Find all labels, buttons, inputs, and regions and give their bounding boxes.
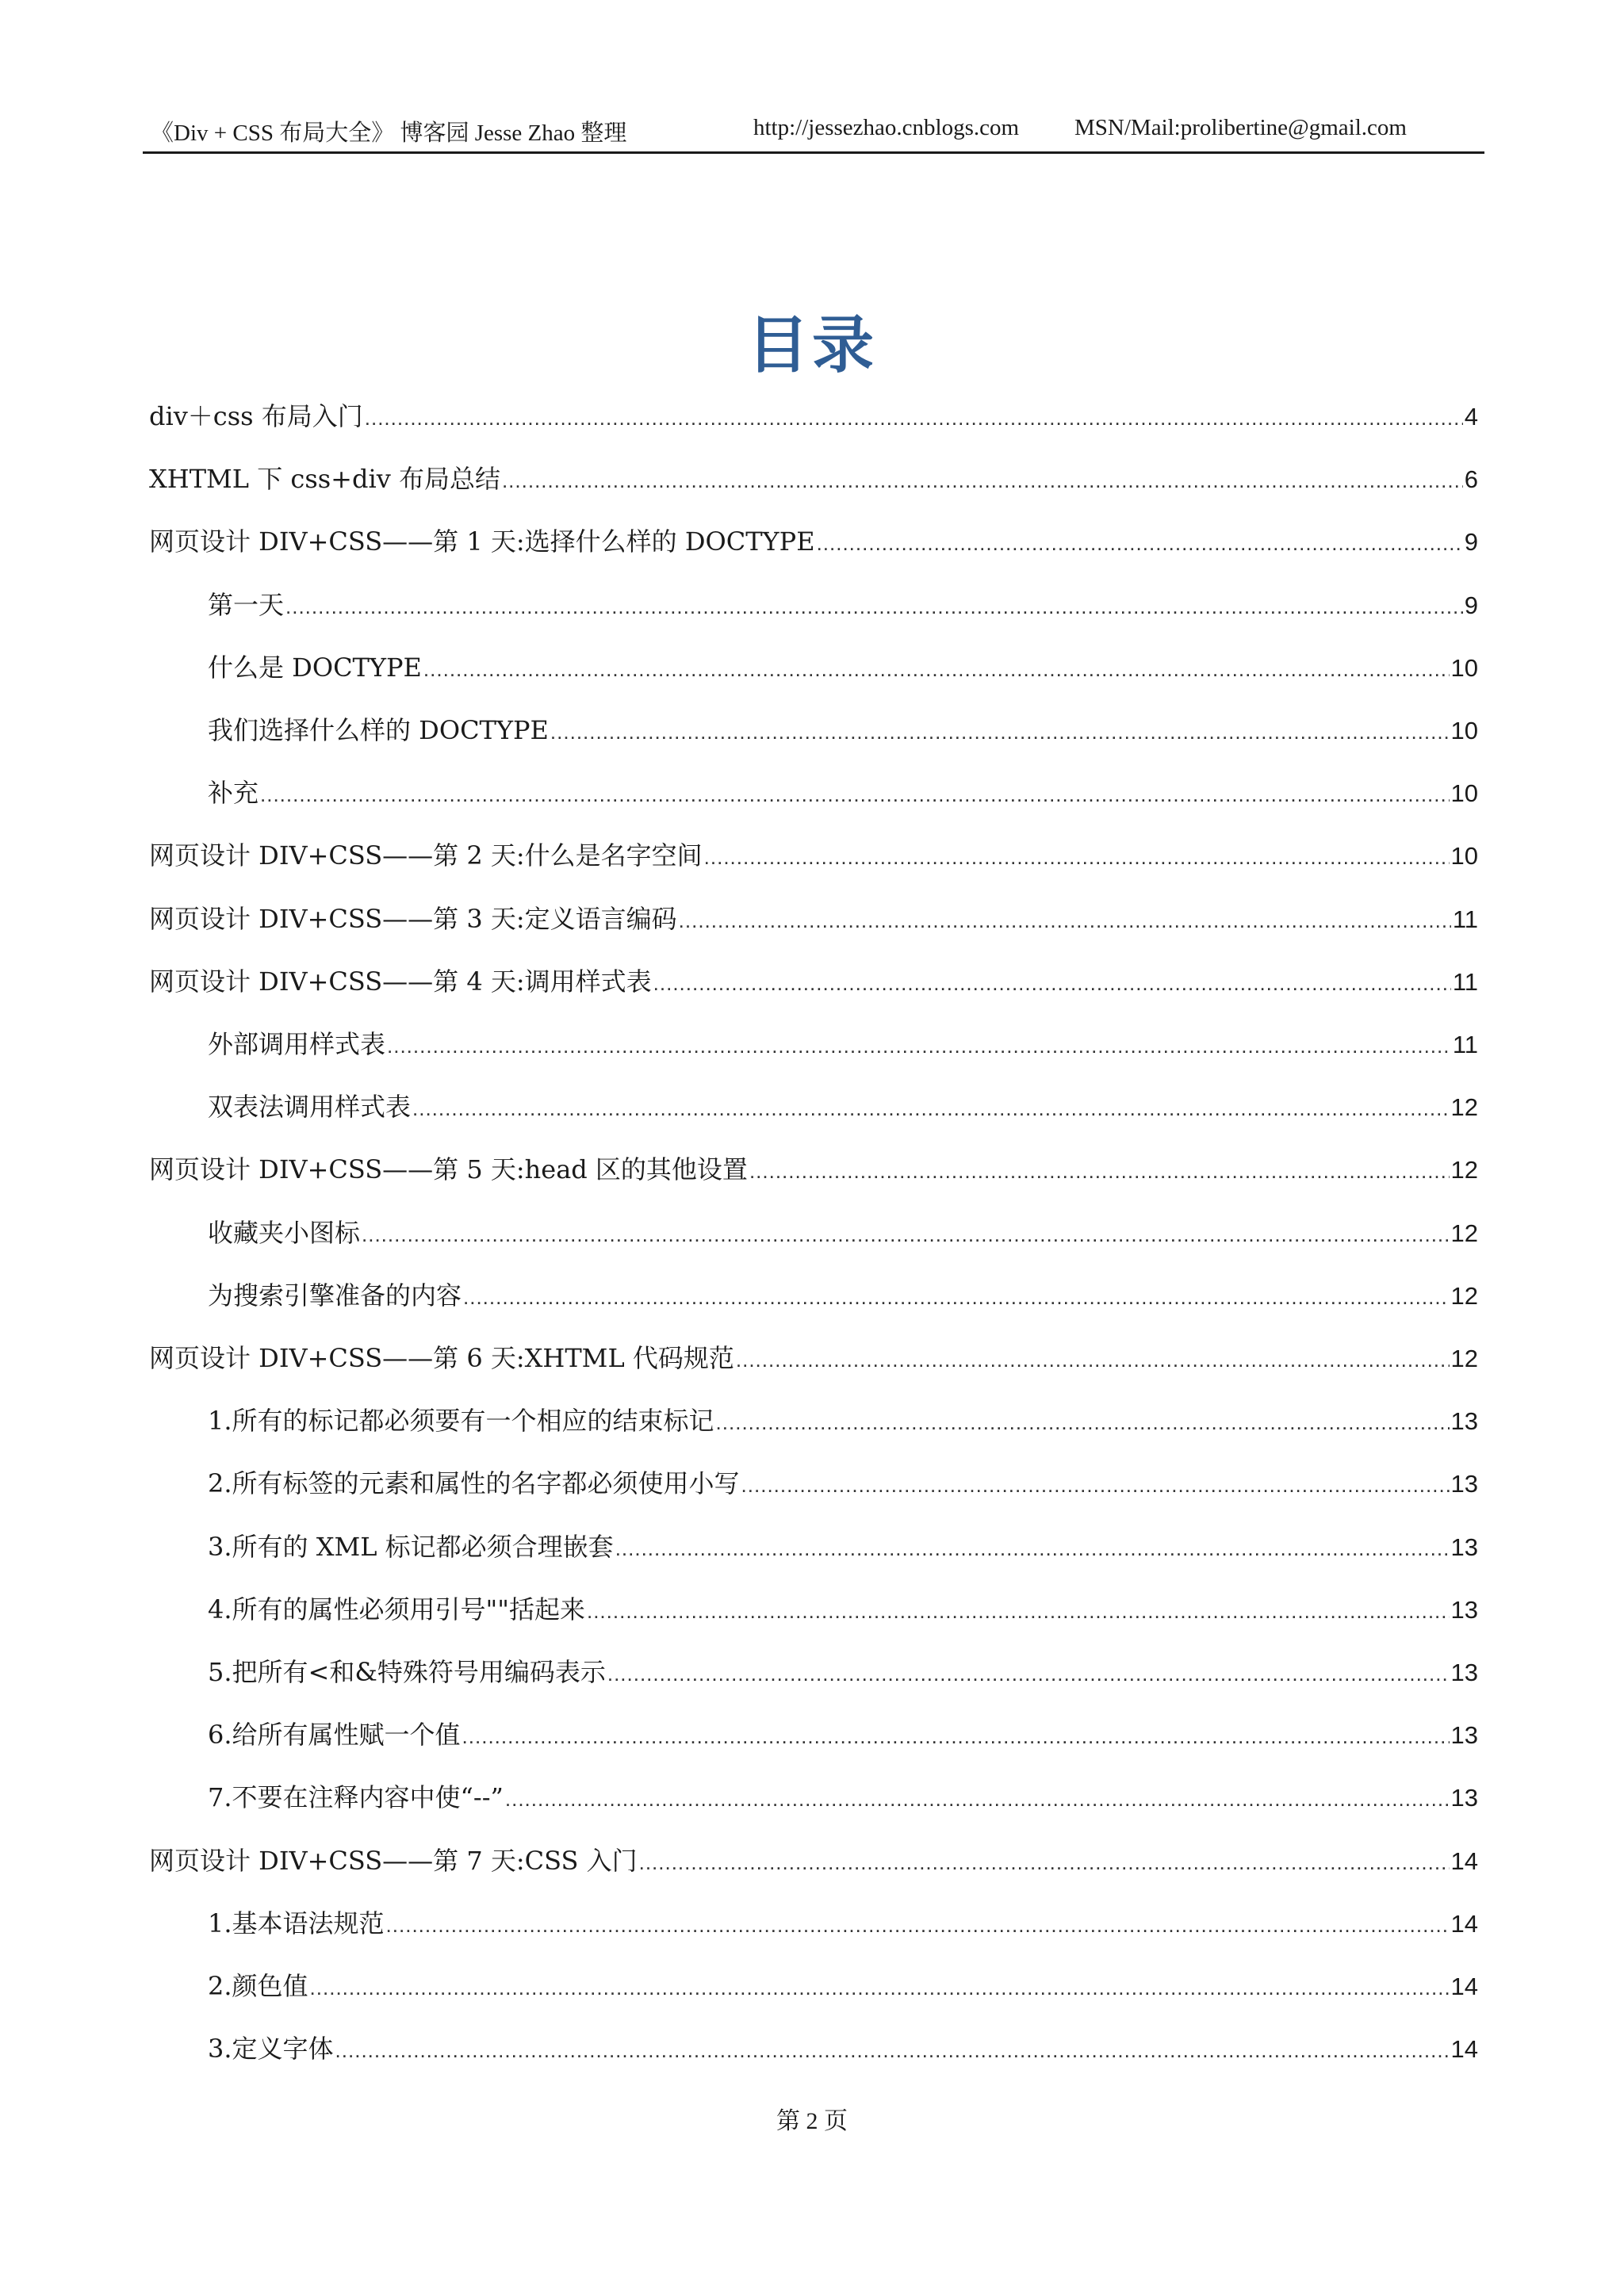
- toc-entry-page: 12: [1450, 1281, 1478, 1310]
- toc-entry[interactable]: [149, 836, 1478, 875]
- toc-leader-dots: [412, 1089, 1450, 1128]
- toc-entry-page: 13: [1450, 1407, 1478, 1436]
- toc-entry[interactable]: [149, 899, 1478, 939]
- toc-entry-text: 收藏夹小图标: [208, 1217, 361, 1248]
- page-number: 第 2 页: [776, 2108, 848, 2134]
- toc-entry-page: 9: [1464, 591, 1478, 619]
- page-header: [143, 107, 1484, 154]
- toc-entry-page: 4: [1464, 403, 1478, 430]
- toc-entry-text: 1.基本语法规范: [208, 1908, 385, 1938]
- toc-entry-text: 双表法调用样式表: [208, 1092, 412, 1123]
- toc-entry-page: 13: [1450, 1595, 1478, 1624]
- header-contact: MSN/Mail:prolibertine@gmail.com: [1074, 115, 1407, 140]
- toc-entry-page: 11: [1452, 967, 1478, 996]
- toc-entry-page: 10: [1450, 779, 1478, 808]
- toc-entry-page: 9: [1464, 528, 1478, 557]
- toc-entry-text: 4.所有的属性必须用引号""括起来: [208, 1594, 585, 1624]
- toc-entry[interactable]: [208, 1966, 1478, 2006]
- toc-leader-dots: [741, 1465, 1450, 1505]
- toc-entry-text: 2.颜色值: [208, 1971, 308, 2001]
- toc-entry-page: 14: [1450, 1909, 1478, 1938]
- toc-leader-dots: [679, 901, 1451, 940]
- toc-entry[interactable]: [208, 1213, 1478, 1253]
- toc-entry-text: 网页设计 DIV+CSS——第 4 天:调用样式表: [149, 966, 652, 997]
- toc-leader-dots: [704, 837, 1450, 877]
- toc-leader-dots: [423, 649, 1450, 689]
- toc-entry[interactable]: [208, 1777, 1478, 1817]
- toc-entry[interactable]: [208, 1527, 1478, 1567]
- toc-entry-text: 3.定义字体: [208, 2034, 334, 2064]
- toc-entry-page: 12: [1450, 1219, 1478, 1247]
- toc-entry[interactable]: [208, 1904, 1478, 1943]
- toc-entry-text: 7.不要在注释内容中使“--”: [208, 1782, 504, 1813]
- toc-entry-page: 13: [1450, 1659, 1478, 1686]
- toc-entry-text: XHTML 下 css+div 布局总结: [149, 464, 500, 495]
- toc-entry[interactable]: [208, 1590, 1478, 1629]
- toc-entry-text: 网页设计 DIV+CSS——第 5 天:head 区的其他设置: [149, 1154, 748, 1185]
- toc-entry[interactable]: [149, 1338, 1478, 1378]
- toc-entry-page: 11: [1452, 1031, 1478, 1058]
- toc-entry-text: 什么是 DOCTYPE: [208, 652, 422, 683]
- toc-leader-dots: [817, 523, 1463, 563]
- toc-leader-dots: [285, 587, 1463, 626]
- toc-leader-dots: [736, 1340, 1450, 1380]
- toc-leader-dots: [335, 2030, 1450, 2070]
- toc-entry-page: 10: [1450, 717, 1478, 744]
- toc-entry[interactable]: [208, 1652, 1478, 1692]
- toc-entry[interactable]: [208, 1276, 1478, 1315]
- toc-entry[interactable]: [149, 1150, 1478, 1189]
- toc-entry-text: 第一天: [208, 589, 285, 620]
- toc-leader-dots: [310, 1968, 1450, 2007]
- toc-entry[interactable]: [149, 459, 1478, 499]
- toc-leader-dots: [387, 1026, 1451, 1066]
- toc-leader-dots: [386, 1905, 1450, 1945]
- toc-entry-page: 13: [1450, 1533, 1478, 1561]
- toc-entry-page: 14: [1450, 1973, 1478, 2000]
- toc-entry-text: 1.所有的标记都必须要有一个相应的结束标记: [208, 1406, 714, 1437]
- toc-entry[interactable]: [149, 522, 1478, 561]
- toc-entry[interactable]: [208, 585, 1478, 625]
- toc-leader-dots: [550, 712, 1450, 752]
- toc-entry-page: 14: [1450, 2035, 1478, 2064]
- toc-entry[interactable]: [208, 710, 1478, 750]
- toc-entry-page: 10: [1450, 653, 1478, 682]
- toc-leader-dots: [615, 1529, 1450, 1568]
- toc-entry[interactable]: [208, 1401, 1478, 1441]
- toc-entry[interactable]: [149, 396, 1478, 436]
- toc-heading: 目录: [746, 310, 877, 381]
- toc-leader-dots: [362, 1215, 1450, 1254]
- header-book-title: 《Div + CSS 布局大全》 博客园 Jesse Zhao 整理: [151, 121, 627, 146]
- toc-entry-text: 为搜索引擎准备的内容: [208, 1280, 462, 1311]
- toc-leader-dots: [365, 398, 1463, 438]
- toc-entry-text: 5.把所有<和&特殊符号用编码表示: [208, 1657, 606, 1687]
- toc-entry[interactable]: [149, 1841, 1478, 1881]
- toc-leader-dots: [639, 1843, 1450, 1882]
- toc-entry-page: 13: [1450, 1470, 1478, 1498]
- toc-leader-dots: [260, 775, 1450, 814]
- toc-leader-dots: [653, 963, 1451, 1003]
- toc-entry-page: 6: [1464, 465, 1478, 494]
- toc-entry[interactable]: [208, 773, 1478, 813]
- toc-leader-dots: [716, 1402, 1450, 1442]
- toc-entry[interactable]: [208, 1464, 1478, 1503]
- toc-entry-text: 2.所有标签的元素和属性的名字都必须使用小写: [208, 1468, 740, 1499]
- toc-entry-page: 10: [1450, 842, 1478, 871]
- toc-entry[interactable]: [208, 2029, 1478, 2068]
- toc-entry[interactable]: [208, 1024, 1478, 1064]
- toc-entry-text: 网页设计 DIV+CSS——第 2 天:什么是名字空间: [149, 840, 703, 871]
- toc-entry-text: 我们选择什么样的 DOCTYPE: [208, 715, 549, 745]
- toc-entry-page: 12: [1450, 1156, 1478, 1184]
- toc-entry-page: 14: [1450, 1846, 1478, 1875]
- toc-entry-page: 11: [1452, 905, 1478, 933]
- toc-leader-dots: [587, 1591, 1450, 1631]
- toc-entry[interactable]: [208, 648, 1478, 687]
- toc-entry-text: 网页设计 DIV+CSS——第 7 天:CSS 入门: [149, 1845, 638, 1876]
- toc-entry-page: 12: [1450, 1093, 1478, 1122]
- toc-entry[interactable]: [149, 962, 1478, 1001]
- toc-entry-page: 13: [1450, 1721, 1478, 1750]
- toc-entry-page: 12: [1450, 1345, 1478, 1372]
- toc-entry-text: div＋css 布局入门: [149, 401, 363, 431]
- toc-entry[interactable]: [208, 1715, 1478, 1755]
- toc-entry[interactable]: [208, 1087, 1478, 1127]
- header-url[interactable]: http://jessezhao.cnblogs.com: [753, 115, 1020, 140]
- toc-leader-dots: [607, 1654, 1450, 1693]
- toc-leader-dots: [462, 1716, 1450, 1756]
- toc-leader-dots: [502, 461, 1463, 500]
- toc-entry-page: 13: [1450, 1784, 1478, 1812]
- toc-entry-text: 网页设计 DIV+CSS——第 1 天:选择什么样的 DOCTYPE: [149, 526, 815, 557]
- toc-entry-text: 6.给所有属性赋一个值: [208, 1720, 461, 1751]
- toc-leader-dots: [749, 1151, 1450, 1191]
- toc-leader-dots: [463, 1277, 1450, 1317]
- toc-entry-text: 外部调用样式表: [208, 1029, 386, 1059]
- toc-entry-text: 补充: [208, 778, 259, 809]
- toc-entry-text: 网页设计 DIV+CSS——第 6 天:XHTML 代码规范: [149, 1343, 734, 1373]
- toc-leader-dots: [505, 1779, 1450, 1819]
- toc-entry-text: 网页设计 DIV+CSS——第 3 天:定义语言编码: [149, 903, 677, 934]
- toc-entry-text: 3.所有的 XML 标记都必须合理嵌套: [208, 1531, 614, 1562]
